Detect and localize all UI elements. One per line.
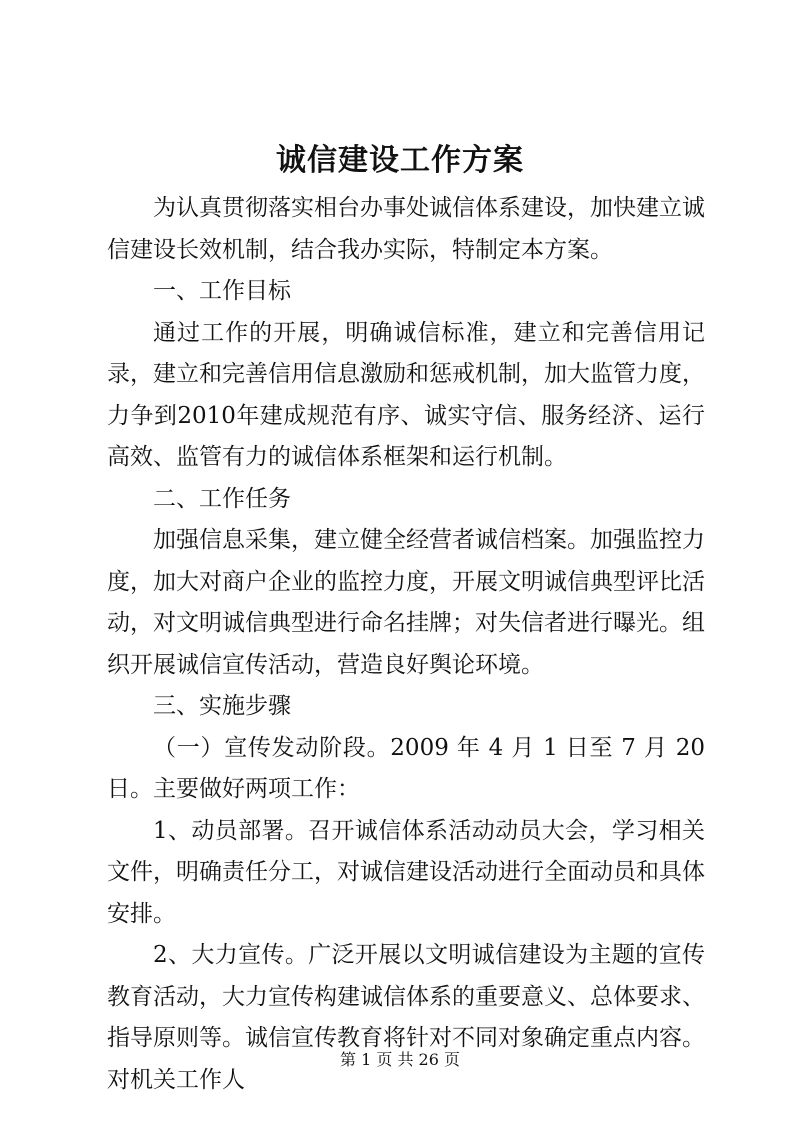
document-title: 诚信建设工作方案 xyxy=(276,143,524,178)
step-item-publicity: 2、大力宣传。广泛开展以文明诚信建设为主题的宣传教育活动，大力宣传构建诚信体系的重要意义、总体要求、指导原则等。诚信宣传教育将针对不同对象确定重点内容。对机关工作人 xyxy=(107,942,705,1093)
page-number-footer: 第 1 页 共 26 页 xyxy=(340,1050,460,1069)
section-heading-tasks: 二、工作任务 xyxy=(153,485,291,512)
goals-paragraph: 通过工作的开展，明确诚信标准，建立和完善信用记录，建立和完善信用信息激励和惩戒机制，加大监管力度，力争到2010年建成规范有序、诚实守信、服务经济、运行高效、监管有力的诚信体系框架和运行机制。 xyxy=(107,319,705,470)
section-heading-steps: 三、实施步骤 xyxy=(153,693,291,719)
document-body xyxy=(107,188,705,1101)
intro-paragraph: 为认真贯彻落实相台办事处诚信体系建设，加快建立诚信建设长效机制，结合我办实际，特制定本方案。 xyxy=(107,195,705,263)
tasks-paragraph: 加强信息采集，建立健全经营者诚信档案。加强监控力度，加大对商户企业的监控力度，开展文明诚信典型评比活动，对文明诚信典型进行命名挂牌；对失信者进行曝光。组织开展诚信宣传活动，营造良好舆论环境。 xyxy=(107,527,705,678)
step-phase-one: （一）宣传发动阶段。2009 年 4 月 1 日至 7 月 20 日。主要做好两项工作： xyxy=(107,734,705,802)
section-heading-goals: 一、工作目标 xyxy=(153,278,291,304)
step-item-mobilization: 1、动员部署。召开诚信体系活动动员大会，学习相关文件，明确责任分工，对诚信建设活动进行全面动员和具体安排。 xyxy=(107,817,705,927)
